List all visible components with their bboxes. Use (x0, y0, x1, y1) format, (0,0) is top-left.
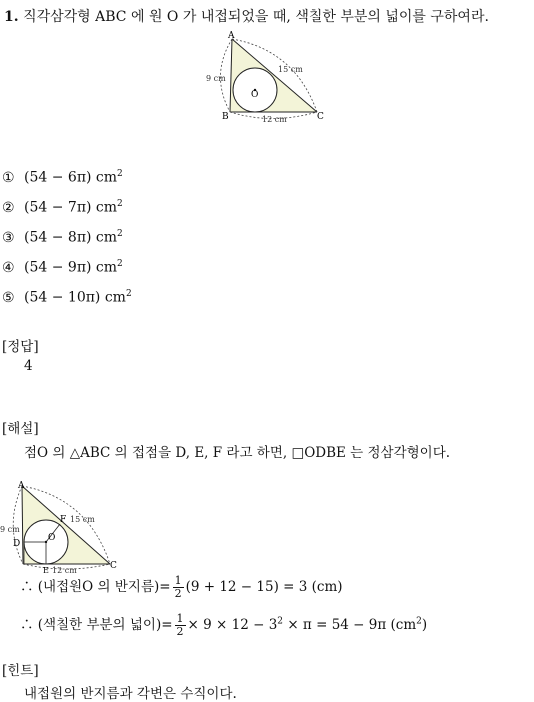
solution-line-radius: ∴ (내접원O 의 반지름)= $\frac{1}{2}$ (9 + 12 − 15) = 3 (cm) (20, 574, 343, 600)
label-e: E (43, 566, 49, 573)
fraction: $\frac{1}{2}$ (174, 574, 182, 600)
answer-value: 4 (24, 358, 33, 374)
label-a: A (228, 31, 235, 41)
question-line (4, 6, 489, 26)
hint-heading: [힌트] (2, 663, 39, 679)
answer-heading: [정답] (2, 339, 39, 355)
label-o: O (251, 90, 259, 100)
explanation-heading: [해설] (2, 421, 39, 437)
label-c: C (317, 112, 324, 122)
choice-4[interactable]: ④ (54 − 9π) $cm^2$ (2, 259, 123, 276)
question-number: 1. (4, 9, 19, 25)
solution-line-area: ∴ (색칠한 부분의 넓이)= $\frac{1}{2}$ × $9 \times 12 - 3^2 \times \pi = 54 - 9\pi$ $(cm^2)$ (20, 612, 428, 638)
label-c: C (110, 561, 117, 571)
label-side-ac: 15 cm (278, 65, 303, 74)
explanation-text: 점O 의 △ABC 의 접점을 D, E, F 라고 하면, □ODBE 는 정삼각형이다. (24, 445, 451, 461)
choice-1[interactable]: ① (54 − 6π) $cm^2$ (2, 169, 123, 186)
figure-triangle-incircle (200, 30, 330, 125)
choice-mark: ② (2, 199, 15, 216)
label-d: D (13, 539, 21, 549)
label-side-bc: 12 cm (262, 115, 287, 124)
choice-3[interactable]: ③ (54 − 8π) $cm^2$ (2, 229, 123, 246)
choice-mark: ① (2, 169, 15, 186)
question-text: 직각삼각형 ABC 에 원 O 가 내접되었을 때, 색칠한 부분의 넓이를 구하여라. (23, 9, 489, 25)
label-side-bc: 12 cm (52, 566, 77, 573)
choice-mark: ④ (2, 259, 15, 276)
label-f: F (60, 515, 67, 525)
label-side-ab: 9 cm (206, 74, 226, 83)
figure-triangle-tangent-points (0, 478, 125, 573)
label-o: O (48, 533, 56, 543)
label-side-ac: 15 cm (70, 515, 95, 524)
hint-text: 내접원의 반지름과 각변은 수직이다. (24, 686, 237, 702)
label-a: A (18, 481, 25, 491)
choice-5[interactable]: ⑤ (54 − 10π) $cm^2$ (2, 289, 132, 306)
fraction: $\frac{1}{2}$ (176, 612, 184, 638)
choice-2[interactable]: ② (54 − 7π) $cm^2$ (2, 199, 123, 216)
label-b: B (222, 112, 229, 122)
choice-mark: ③ (2, 229, 15, 246)
label-side-ab: 9 cm (0, 525, 20, 534)
choice-mark: ⑤ (2, 289, 15, 306)
